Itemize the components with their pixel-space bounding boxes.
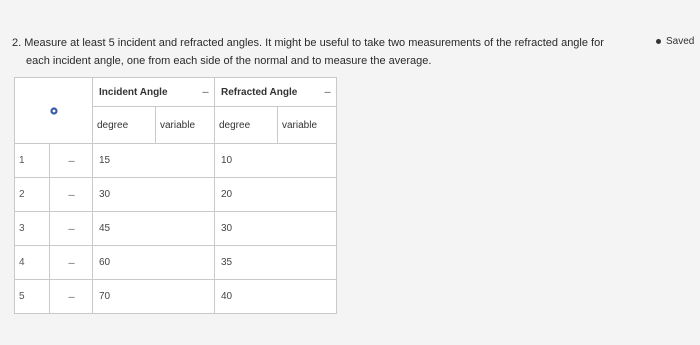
refracted-value: 20 [221,189,233,200]
refracted-value-cell[interactable] [215,212,337,246]
incident-value: 30 [99,189,111,200]
incident-value: 60 [99,257,111,268]
settings-cell[interactable] [15,78,93,144]
refracted-var-cell[interactable] [278,107,337,144]
refracted-value: 10 [221,155,233,166]
row-index: 5 [19,291,25,302]
gear-icon[interactable] [49,106,59,116]
row-index-cell [15,246,50,280]
table-row [15,178,337,212]
refracted-value-cell[interactable] [215,246,337,280]
refracted-value-cell[interactable] [215,144,337,178]
row-menu-cell[interactable] [50,212,93,246]
incident-value-cell[interactable] [93,144,215,178]
table-row [15,246,337,280]
row-index-cell [15,178,50,212]
refracted-variable: variable [282,119,318,131]
row-index-cell [15,212,50,246]
data-table [14,77,337,314]
refracted-value: 35 [221,257,233,268]
table-row [15,280,337,314]
table-row [15,212,337,246]
row-index: 4 [19,257,25,268]
incident-value-cell[interactable] [93,212,215,246]
row-index: 1 [19,155,25,166]
row-index-cell [15,144,50,178]
row-menu-icon[interactable]: --- [68,155,74,166]
incident-angle-header[interactable] [93,78,215,107]
question-line-1: 2. Measure at least 5 incident and refracted angles. It might be useful to take two measurements of the refracted angle for [12,37,604,49]
incident-var-cell[interactable] [156,107,215,144]
incident-angle-label: Incident Angle [99,86,168,98]
row-index: 2 [19,189,25,200]
incident-value: 70 [99,291,111,302]
incident-unit: degree [97,119,129,131]
refracted-value: 40 [221,291,233,302]
saved-status [656,36,694,47]
row-index-cell [15,280,50,314]
saved-dot-icon [656,39,661,44]
row-menu-cell[interactable] [50,178,93,212]
refracted-angle-label: Refracted Angle [221,86,298,98]
row-index: 3 [19,223,25,234]
refracted-value-cell[interactable] [215,178,337,212]
refracted-angle-header[interactable] [215,78,337,107]
refracted-unit-cell[interactable] [215,107,278,144]
question-line-2: each incident angle, one from each side of the normal and to measure the average. [26,55,432,67]
row-menu-cell[interactable] [50,280,93,314]
row-menu-cell[interactable] [50,246,93,280]
refracted-unit: degree [219,119,251,131]
incident-value-cell[interactable] [93,178,215,212]
incident-value: 15 [99,155,111,166]
incident-value: 45 [99,223,111,234]
row-menu-icon[interactable]: --- [68,257,74,268]
incident-menu-icon[interactable]: --- [202,87,208,97]
row-menu-icon[interactable]: --- [68,189,74,200]
table-row [15,144,337,178]
refracted-value: 30 [221,223,233,234]
incident-unit-cell[interactable] [93,107,156,144]
saved-label: Saved [666,36,695,47]
row-menu-cell[interactable] [50,144,93,178]
incident-value-cell[interactable] [93,280,215,314]
row-menu-icon[interactable]: --- [68,291,74,302]
refracted-menu-icon[interactable]: --- [324,87,330,97]
incident-value-cell[interactable] [93,246,215,280]
row-menu-icon[interactable]: --- [68,223,74,234]
incident-variable: variable [160,119,196,131]
refracted-value-cell[interactable] [215,280,337,314]
